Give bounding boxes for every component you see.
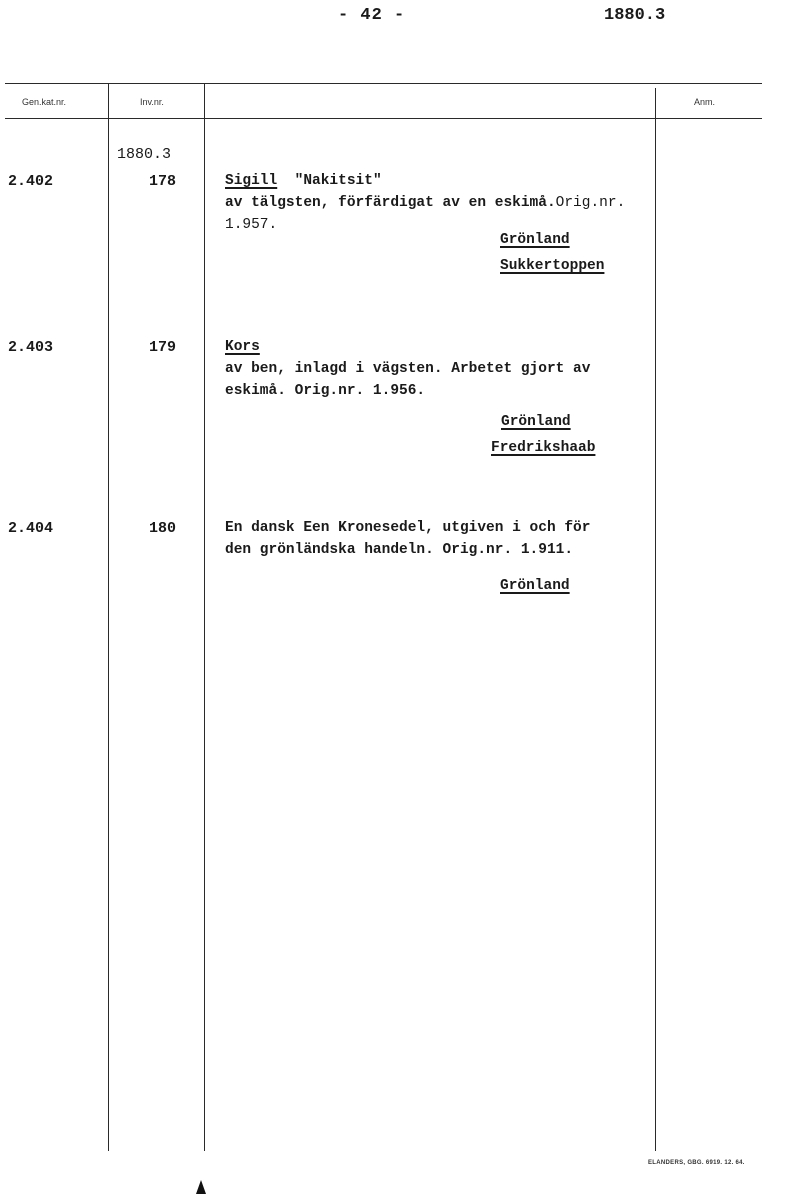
header-rule <box>5 118 762 119</box>
entry-gen-nr: 2.404 <box>8 520 54 537</box>
entry-line1-main: av tälgsten, förfärdigat av en eskimå. <box>225 195 556 211</box>
entry-place-locality: Sukkertoppen <box>500 258 605 274</box>
column-divider-1 <box>108 83 109 1151</box>
entry-line2: 1.957. <box>225 217 278 233</box>
column-header-gen-kat-nr: Gen.kat.nr. <box>22 97 67 107</box>
entry-place-locality: Fredrikshaab <box>491 440 596 456</box>
entry-description <box>225 170 625 236</box>
entry-gen-nr: 2.402 <box>8 173 54 190</box>
entry-line1-extra: Orig.nr. <box>555 195 626 211</box>
entry-title-line <box>225 170 625 192</box>
entry-line2: eskimå. Orig.nr. 1.956. <box>225 383 426 399</box>
entry-line1: av ben, inlagd i vägsten. Arbetet gjort av <box>225 361 591 377</box>
entry-place-country: Grönland <box>500 578 570 594</box>
page-number: - 42 - <box>338 6 406 25</box>
table-top-rule <box>5 83 762 84</box>
entry-text-line <box>225 192 625 214</box>
entry-inv-nr: 179 <box>148 339 176 356</box>
column-divider-3 <box>655 88 656 1151</box>
entry-description <box>225 517 590 561</box>
entry-subtitle: "Nakitsit" <box>294 173 382 189</box>
entry-gen-nr: 2.403 <box>8 339 54 356</box>
catalog-code: 1880.3 <box>604 6 666 25</box>
column-divider-2 <box>204 83 205 1151</box>
printer-mark: ELANDERS, GBG. 6919. 12. 64. <box>648 1160 745 1166</box>
entry-description <box>225 336 590 402</box>
entry-place-country: Grönland <box>500 232 570 248</box>
column-header-inv-nr: Inv.nr. <box>140 97 164 107</box>
entry-line1: En dansk Een Kronesedel, utgiven i och för <box>225 520 591 536</box>
entry-inv-nr: 180 <box>148 520 176 537</box>
entry-title: Sigill <box>225 173 278 189</box>
series-label: 1880.3 <box>117 146 172 163</box>
entry-line2: den grönländska handeln. Orig.nr. 1.911. <box>225 542 574 558</box>
entry-place-country: Grönland <box>501 414 571 430</box>
arrow-mark-icon <box>196 1180 206 1194</box>
entry-title: Kors <box>225 339 260 355</box>
column-header-anm: Anm. <box>694 97 716 107</box>
entry-inv-nr: 178 <box>148 173 176 190</box>
